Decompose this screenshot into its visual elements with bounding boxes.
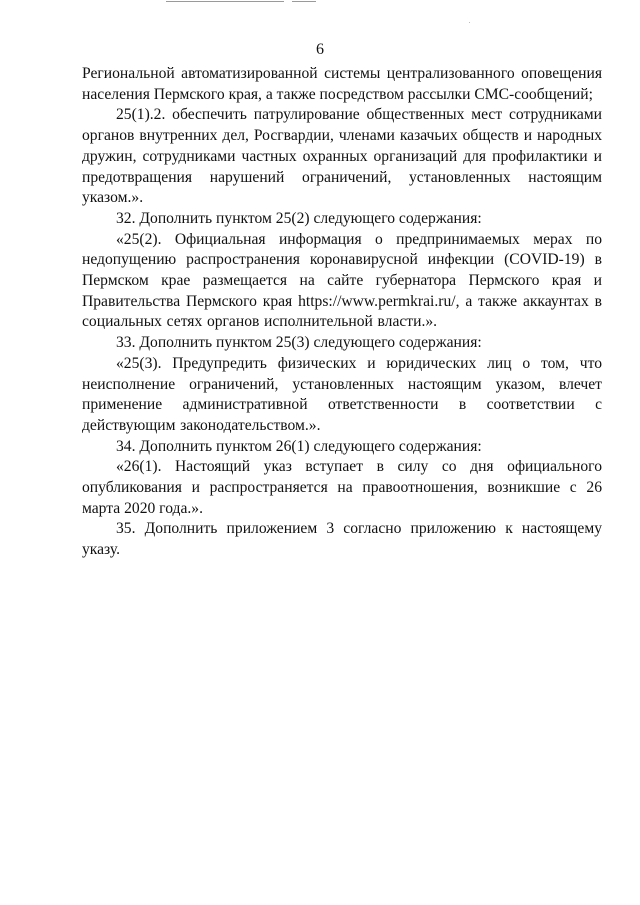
paragraph-item-25-1-2: 25(1).2. обеспечить патрулирование общественных мест сотрудниками органов внутренних дел, Росгвардии, членами казачьих обществ и народных дружин, сотрудниками частных охранных организаций для профилактики и предотвращения нарушений ограничений, установленных настоящим указом.».	[82, 106, 602, 207]
paragraph-quote-25-2: «25(2). Официальная информация о предпринимаемых мерах по недопущению распространения коронавирусной инфекции (COVID-19) в Пермском крае размещается на сайте губернатора Пермского края и Правительства Пермского края https://www.permkrai.ru/, а также аккаунтах в социальных сетях органов исполнительной власти.».	[82, 230, 602, 331]
paragraph-item-32: 32. Дополнить пунктом 25(2) следующего содержания:	[116, 209, 482, 227]
paragraph-item-34: 34. Дополнить пунктом 26(1) следующего содержания:	[116, 437, 482, 455]
paragraph-quote-25-3: «25(3). Предупредить физических и юридических лиц о том, что неисполнение ограничений, установленных настоящим указом, влечет применение административной ответственности в соответствии с действующим законодательством.».	[82, 354, 602, 434]
paragraph-item-35: 35. Дополнить приложением 3 согласно приложению к настоящему указу.	[82, 520, 602, 559]
page-number: 6	[316, 41, 324, 58]
scan-artifact-line	[292, 1, 316, 2]
scan-artifact-dot	[469, 22, 470, 23]
paragraph-item-33: 33. Дополнить пунктом 25(3) следующего содержания:	[116, 334, 482, 352]
paragraph-continuation: Региональной автоматизированной системы централизованного оповещения населения Пермского края, а также посредством рассылки СМС-сообщений;	[82, 65, 602, 103]
scan-artifact-line	[166, 1, 284, 2]
paragraph-quote-26-1: «26(1). Настоящий указ вступает в силу со дня официального опубликования и распространяется на правоотношения, возникшие с 26 марта 2020 года.».	[82, 458, 602, 517]
document-body	[82, 64, 602, 561]
